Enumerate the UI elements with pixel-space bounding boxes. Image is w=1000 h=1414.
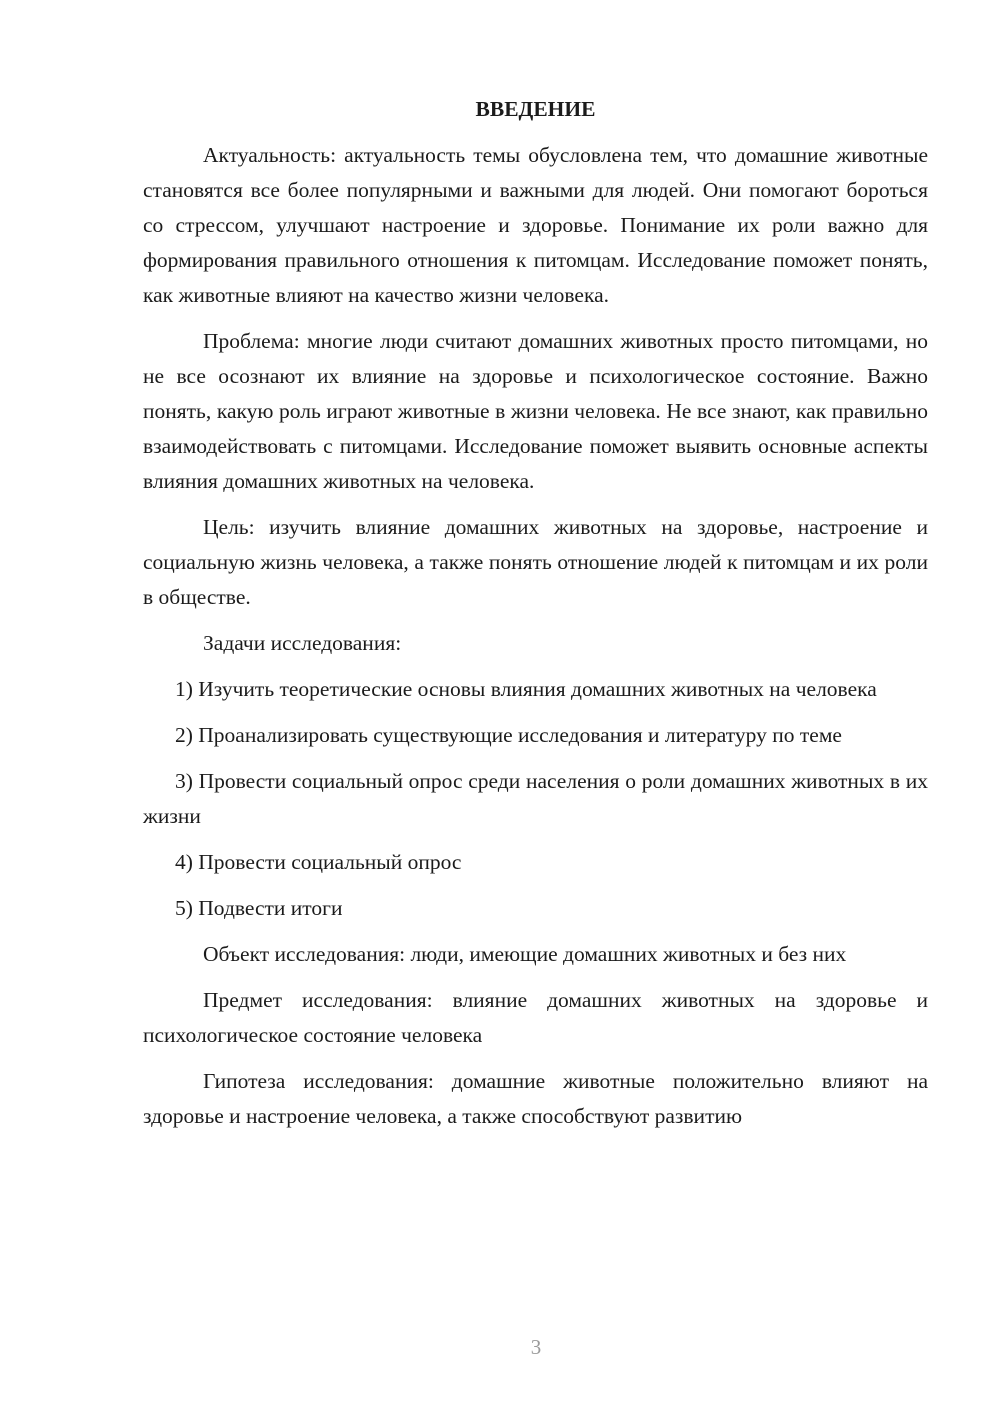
paragraph-hypothesis: Гипотеза исследования: домашние животные положительно влияют на здоровье и настроение человека, а также способствуют развитию xyxy=(143,1069,928,1128)
paragraph-problem: Проблема: многие люди считают домашних животных просто питомцами, но не все осознают их влияние на здоровье и психологическое состояние. Важно понять, какую роль играют животные в жизни человека. Не все знают, как правильно взаимодействовать с питомцами. Исследование поможет выявить основные аспекты влияния домашних животных на человека. xyxy=(143,329,928,493)
page-number: 3 xyxy=(530,1335,542,1359)
list-item: 4) Провести социальный опрос xyxy=(175,850,462,874)
paragraph-object: Объект исследования: люди, имеющие домашних животных и без них xyxy=(203,942,847,966)
list-item: 1) Изучить теоретические основы влияния домашних животных на человека xyxy=(175,677,877,701)
list-item: 2) Проанализировать существующие исследования и литературу по теме xyxy=(175,723,842,747)
paragraph-goal: Цель: изучить влияние домашних животных на здоровье, настроение и социальную жизнь человека, а также понять отношение людей к питомцам и их роли в обществе. xyxy=(143,515,928,609)
list-item: 5) Подвести итоги xyxy=(175,896,343,920)
tasks-heading: Задачи исследования: xyxy=(203,631,402,655)
tasks-list xyxy=(143,672,928,926)
paragraph-subject: Предмет исследования: влияние домашних животных на здоровье и психологическое состояние человека xyxy=(143,988,928,1047)
list-item: 3) Провести социальный опрос среди населения о роли домашних животных в их жизни xyxy=(143,769,928,828)
paragraph-relevance: Актуальность: актуальность темы обусловлена тем, что домашние животные становятся все более популярными и важными для людей. Они помогают бороться со стрессом, улучшают настроение и здоровье. Понимание их роли важно для формирования правильного отношения к питомцам. Исследование поможет понять, как животные влияют на качество жизни человека. xyxy=(143,143,928,307)
document-body xyxy=(143,92,928,1145)
page-title: ВВЕДЕНИЕ xyxy=(475,97,596,121)
